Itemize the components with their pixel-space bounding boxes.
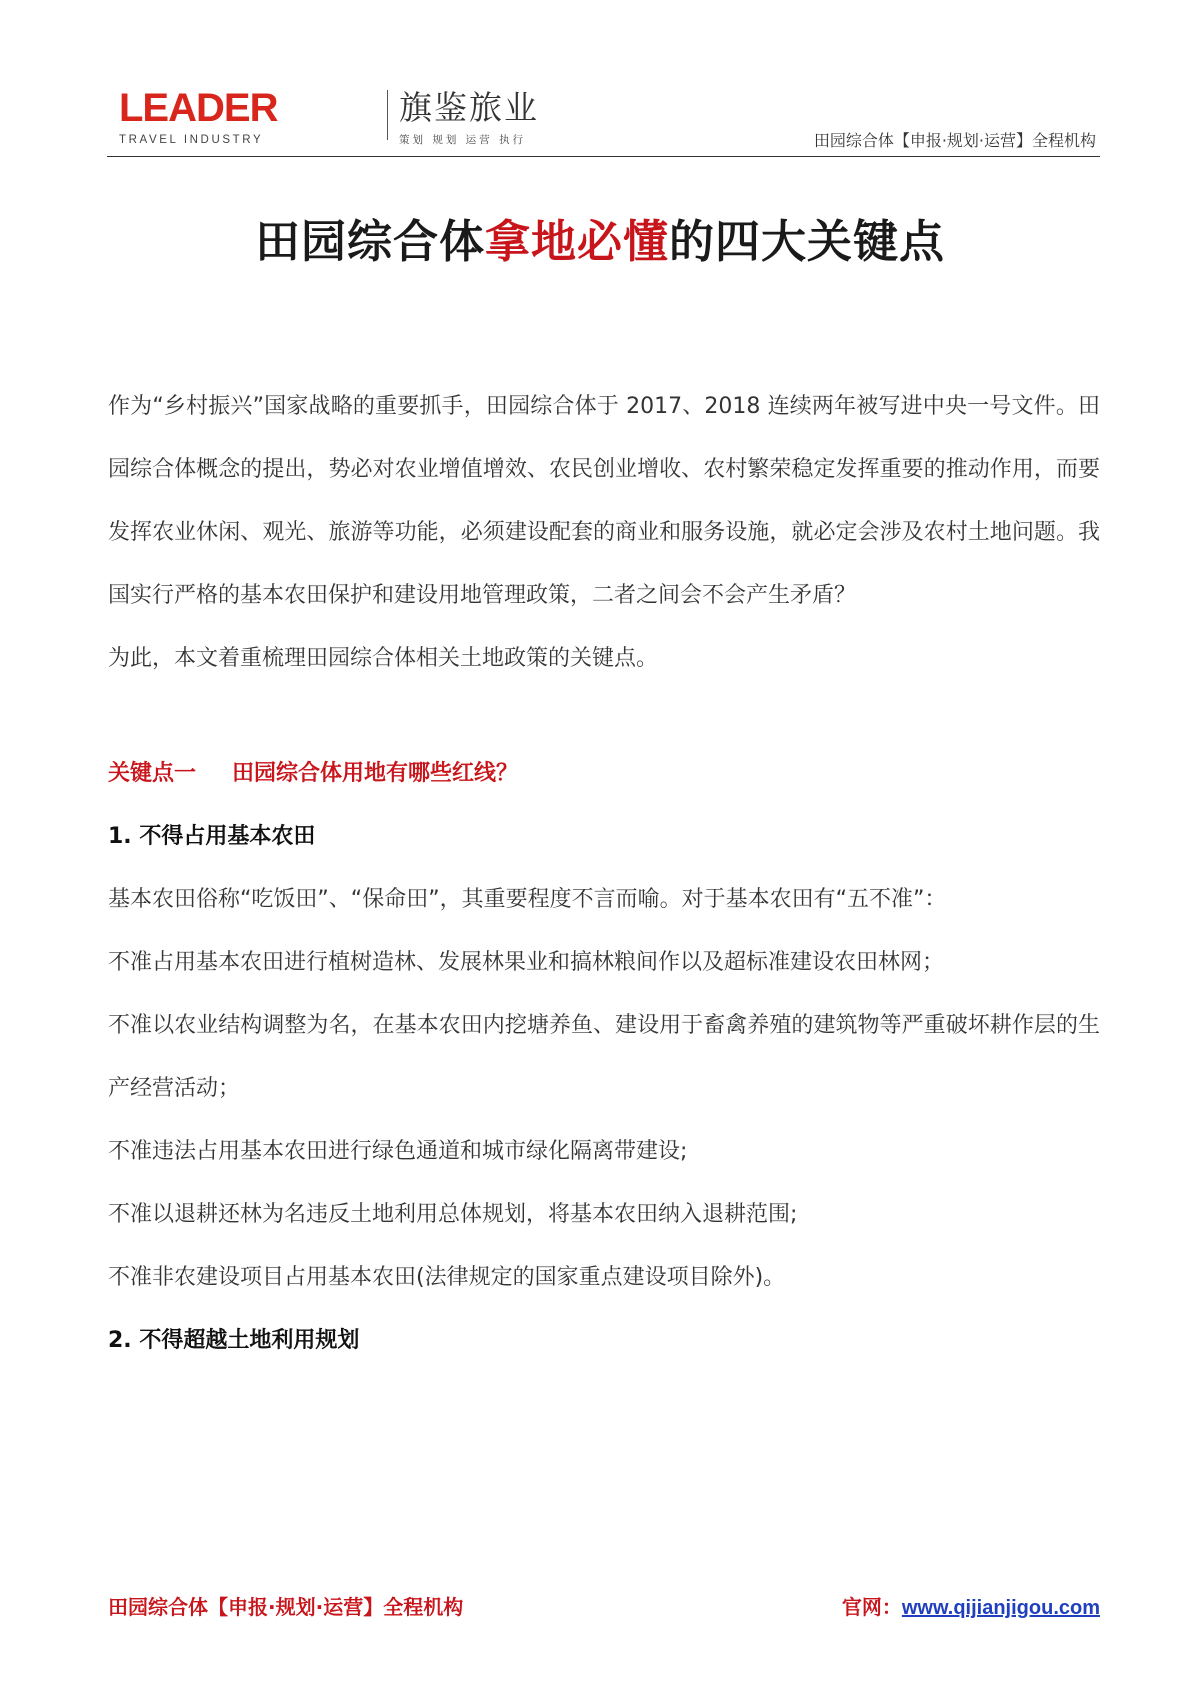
intro-paragraph: 作为“乡村振兴”国家战略的重要抓手，田园综合体于 2017、2018 连续两年被写进中央一号文件。田园综合体概念的提出，势必对农业增值增效、农民创业增收、农村繁荣稳定发挥重要的推动作用，而要发挥农业休闲、观光、旅游等功能，必须建设配套的商业和服务设施，就必定会涉及农村土地问题。我国实行严格的基本农田保护和建设用地管理政策，二者之间会不会产生矛盾？ bbox=[108, 394, 1100, 608]
website-link[interactable]: www.qijianjigou.com bbox=[901, 1597, 1100, 1619]
rule-item: 不准占用基本农田进行植树造林、发展林果业和搞林粮间作以及超标准建设农田林网； bbox=[108, 950, 945, 975]
rule-item: 不准以退耕还林为名违反土地利用总体规划，将基本农田纳入退耕范围; bbox=[108, 1202, 798, 1227]
section-intro: 基本农田俗称“吃饭田”、“保命田”，其重要程度不言而喻。对于基本农田有“五不准”： bbox=[108, 887, 947, 912]
title-part2: 的四大关键点 bbox=[669, 215, 946, 268]
key-point-label: 关键点一 bbox=[108, 761, 197, 786]
key-point-question: 田园综合体用地有哪些红线？ bbox=[232, 761, 519, 786]
leader-logo bbox=[119, 88, 277, 146]
logo-cn-name: 旗鉴旅业 bbox=[399, 88, 539, 127]
header-tagline: 田园综合体【申报·规划·运营】全程机构 bbox=[813, 131, 1096, 150]
page-header bbox=[107, 82, 1100, 157]
section-heading: 1. 不得占用基本农田 bbox=[108, 824, 316, 849]
section-heading: 2. 不得超越土地利用规划 bbox=[108, 1328, 360, 1353]
chinese-logo bbox=[399, 88, 539, 147]
rule-item: 不准非农建设项目占用基本农田(法律规定的国家重点建设项目除外)。 bbox=[108, 1265, 786, 1290]
document-body bbox=[108, 375, 1100, 1372]
footer-website bbox=[842, 1591, 1100, 1620]
title-highlight: 拿地必懂 bbox=[484, 215, 669, 268]
logo-divider bbox=[387, 90, 388, 140]
key-point-heading bbox=[108, 742, 1100, 805]
title-part1: 田园综合体 bbox=[254, 215, 485, 268]
rule-item: 不准违法占用基本农田进行绿色通道和城市绿化隔离带建设; bbox=[108, 1139, 688, 1164]
rule-item: 不准以农业结构调整为名，在基本农田内挖塘养鱼、建设用于畜禽养殖的建筑物等严重破坏耕作层的生产经营活动； bbox=[108, 1013, 1100, 1101]
website-label: 官网： bbox=[841, 1595, 902, 1619]
document-title bbox=[0, 205, 1200, 270]
footer-tagline: 田园综合体【申报·规划·运营】全程机构 bbox=[108, 1595, 464, 1619]
logo-subtitle: TRAVEL INDUSTRY bbox=[119, 134, 264, 146]
logo-wordmark: LEADER bbox=[119, 86, 278, 130]
intro-purpose: 为此，本文着重梳理田园综合体相关土地政策的关键点。 bbox=[108, 646, 659, 671]
logo-cn-subtitle: 策划 规划 运营 执行 bbox=[399, 134, 527, 146]
